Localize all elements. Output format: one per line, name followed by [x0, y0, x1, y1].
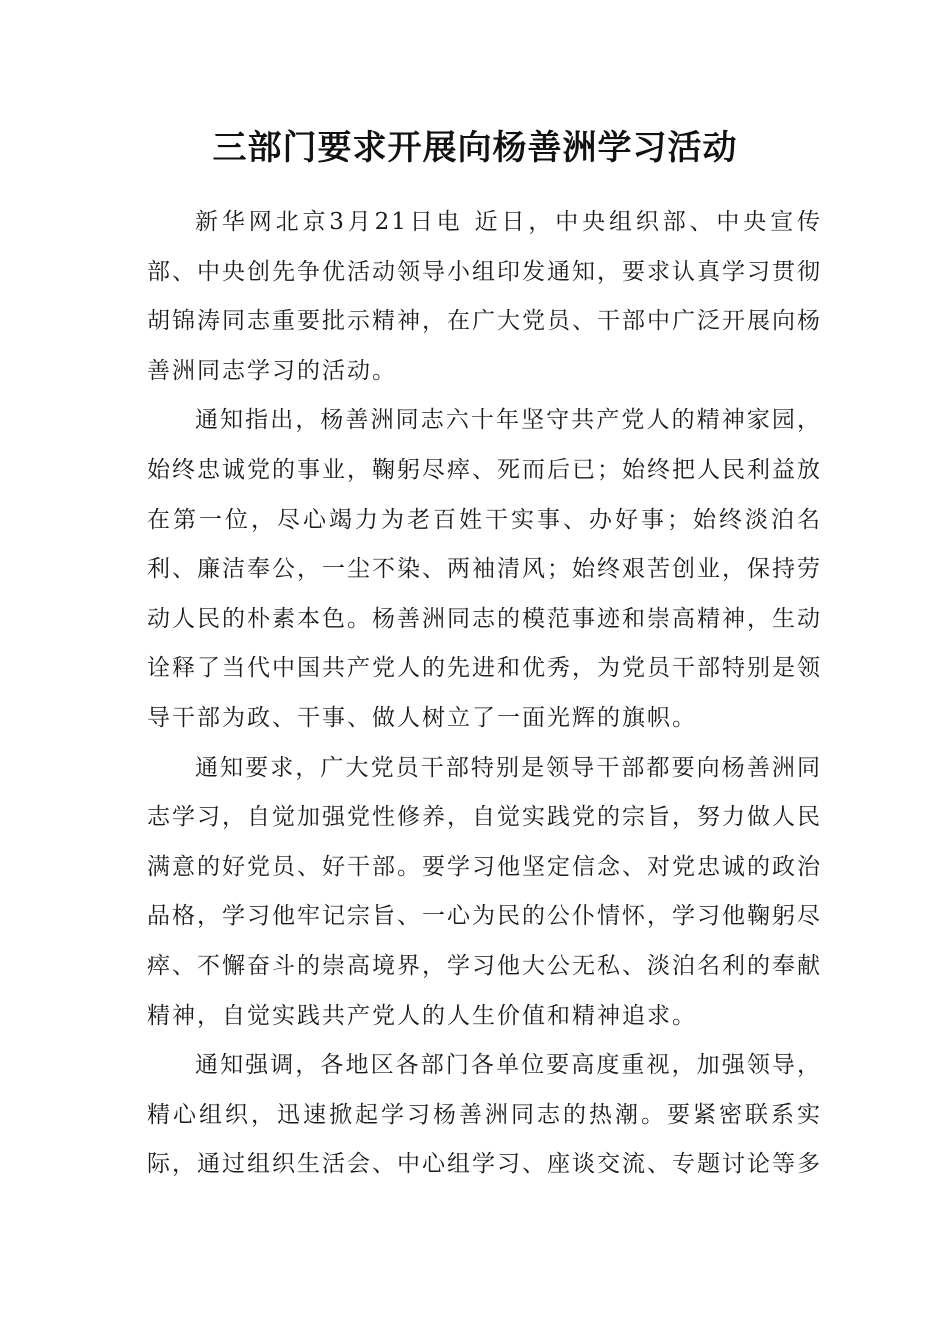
document-body: [147, 198, 822, 1190]
document-title: 三部门要求开展向杨善洲学习活动: [212, 128, 738, 168]
paragraph-4: 通知强调，各地区各部门各单位要高度重视，加强领导，精心组织，迅速掀起学习杨善洲同志的热潮。要紧密联系实际，通过组织生活会、中心组学习、座谈交流、专题讨论等多: [147, 1052, 822, 1178]
paragraph-2: 通知指出，杨善洲同志六十年坚守共产党人的精神家园，始终忠诚党的事业，鞠躬尽瘁、死而后已；始终把人民利益放在第一位，尽心竭力为老百姓干实事、办好事；始终淡泊名利、廉洁奉公，一尘不染、两袖清风；始终艰苦创业，保持劳动人民的朴素本色。杨善洲同志的模范事迹和崇高精神，生动诠释了当代中国共产党人的先进和优秀，为党员干部特别是领导干部为政、干事、做人树立了一面光辉的旗帜。: [147, 407, 822, 731]
paragraph-3: 通知要求，广大党员干部特别是领导干部都要向杨善洲同志学习，自觉加强党性修养，自觉实践党的宗旨，努力做人民满意的好党员、好干部。要学习他坚定信念、对党忠诚的政治品格，学习他牢记宗旨、一心为民的公仆情怀，学习他鞠躬尽瘁、不懈奋斗的崇高境界，学习他大公无私、淡泊名利的奉献精神，自觉实践共产党人的人生价值和精神追求。: [147, 754, 822, 1029]
paragraph-1: 新华网北京3月21日电 近日，中央组织部、中央宣传部、中央创先争优活动领导小组印发通知，要求认真学习贯彻胡锦涛同志重要批示精神，在广大党员、干部中广泛开展向杨善洲同志学习的活动。: [147, 209, 822, 384]
